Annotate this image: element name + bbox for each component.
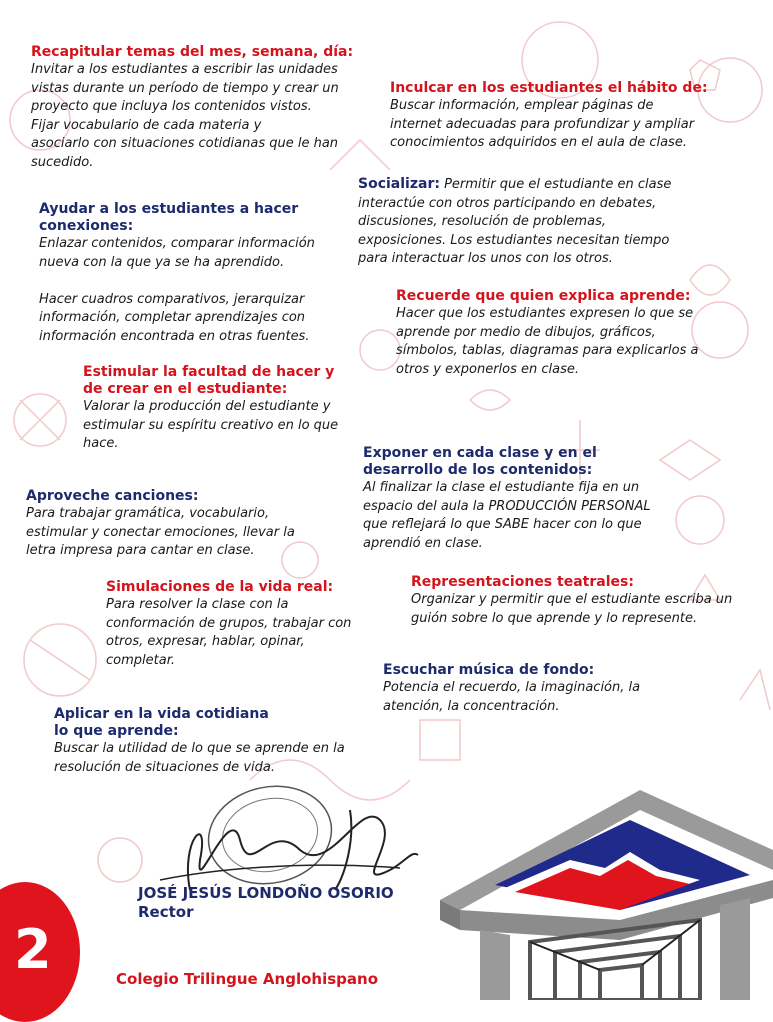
section-heading: Aplicar en la vida cotidiana lo que aprende: xyxy=(54,706,269,739)
section-text: Potencia el recuerdo, la imaginación, la atención, la concentración. xyxy=(383,680,641,714)
section-teatrales xyxy=(411,574,766,628)
rector-name-block xyxy=(138,884,394,922)
section-conexiones xyxy=(39,201,349,346)
section-recapitular xyxy=(31,44,371,172)
rector-role: Rector xyxy=(138,903,194,921)
page-number: 2 xyxy=(14,918,52,981)
section-text: Para trabajar gramática, vocabulario, estimular y conectar emociones, llevar la letra impresa para cantar en clase. xyxy=(26,506,295,558)
section-text: Para resolver la clase con la conformación de grupos, trabajar con otros, expresar, hablar, opinar, completar. xyxy=(106,597,352,668)
section-estimular xyxy=(83,364,373,454)
section-text: Organizar y permitir que el estudiante escriba un guión sobre lo que aprende y lo represente. xyxy=(411,592,733,626)
section-heading: Escuchar música de fondo: xyxy=(383,662,595,678)
section-heading: Ayudar a los estudiantes a hacer conexiones: xyxy=(39,201,299,234)
section-heading: Exponer en cada clase y en el desarrollo de los contenidos: xyxy=(363,445,597,478)
section-heading: Inculcar en los estudiantes el hábito de: xyxy=(390,80,708,96)
section-canciones xyxy=(26,488,336,561)
rector-name: JOSÉ JESÚS LONDOÑO OSORIO xyxy=(138,884,394,902)
section-heading: Recuerde que quien explica aprende: xyxy=(396,288,691,304)
section-heading: Representaciones teatrales: xyxy=(411,574,634,590)
section-heading: Socializar: xyxy=(358,176,440,192)
footer-school-name: Colegio Trilingue Anglohispano xyxy=(116,970,378,988)
section-socializar xyxy=(358,175,728,269)
section-heading: Aproveche canciones: xyxy=(26,488,199,504)
section-text: Valorar la producción del estudiante y estimular su espíritu creativo en lo que hace. xyxy=(83,399,339,451)
section-simulaciones xyxy=(106,579,386,670)
school-building-logo xyxy=(420,780,773,1000)
section-text: Buscar la utilidad de lo que se aprende en la resolución de situaciones de vida. xyxy=(54,741,345,775)
section-text: Invitar a los estudiantes a escribir las unidades vistas durante un período de tiempo y crear un proyecto que incluya los contenidos vistos. Fijar vocabulario de cada materia y asociarlo con situaciones cotidianas que le han sucedido. xyxy=(31,62,339,170)
section-text: Buscar información, emplear páginas de internet adecuadas para profundizar y ampliar conocimientos adquiridos en el aula de clase. xyxy=(390,98,695,150)
section-heading: Simulaciones de la vida real: xyxy=(106,579,334,595)
section-explica xyxy=(396,288,741,379)
section-text: Permitir que el estudiante en clase interactúe con otros participando en debates, discusiones, resolución de problemas, exposiciones. Los estudiantes necesitan tiempo para interactuar los unos con los otros. xyxy=(358,177,672,266)
section-musica xyxy=(383,662,713,716)
section-aplicar xyxy=(54,706,384,777)
section-heading: Recapitular temas del mes, semana, día: xyxy=(31,44,354,60)
section-text: Enlazar contenidos, comparar información nueva con la que ya se ha aprendido. Hacer cuadros comparativos, jerarquizar información, completar aprendizajes con información encontrada en otras fuentes. xyxy=(39,236,315,344)
section-text: Hacer que los estudiantes expresen lo que se aprende por medio de dibujos, gráficos, símbolos, tablas, diagramas para explicarlos a otros y exponerlos en clase. xyxy=(396,306,699,377)
section-inculcar xyxy=(390,80,735,153)
section-exponer xyxy=(363,445,693,553)
section-text: Al finalizar la clase el estudiante fija en un espacio del aula la PRODUCCIÓN PERSONAL que reflejará lo que SABE hacer con lo que aprendió en clase. xyxy=(363,480,651,551)
section-heading: Estimular la facultad de hacer y de crear en el estudiante: xyxy=(83,364,335,397)
